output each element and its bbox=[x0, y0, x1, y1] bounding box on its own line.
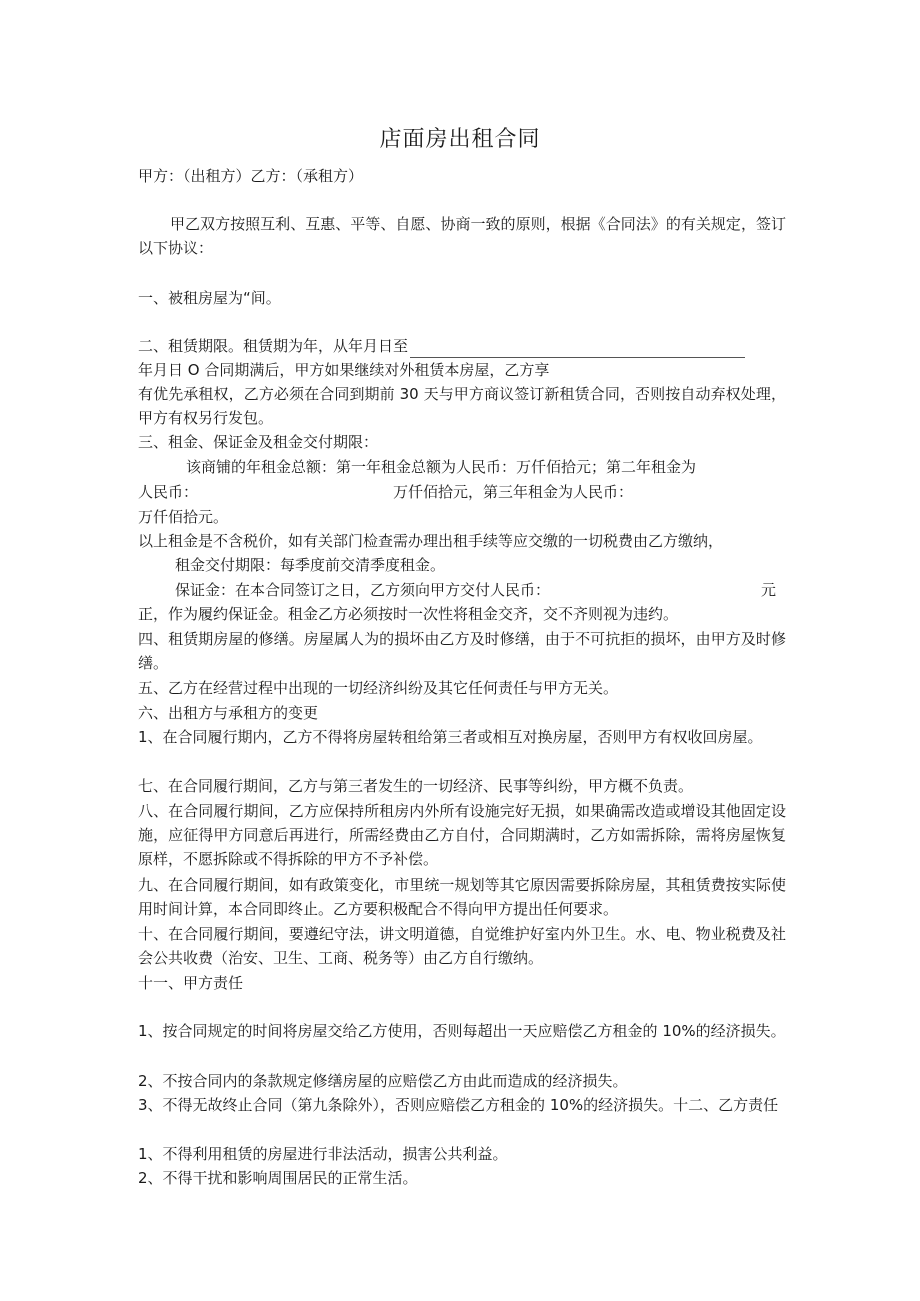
clause-3-tax: 以上租金是不含税价，如有关部门检查需办理出租手续等应交缴的一切税费由乙方缴纳， bbox=[138, 532, 724, 550]
clause-10: 十、在合同履行期间，要遵纪守法，讲文明道德，自觉维护好室内外卫生。水、电、物业税费及社会公共收费（治安、卫生、工商、税务等）由乙方自行缴纳。 bbox=[138, 925, 786, 967]
clause-3-rent-line-3: 万仟佰拾元。 bbox=[138, 508, 229, 526]
clause-3-rent-line-1: 该商铺的年租金总额：第一年租金总额为人民币：万仟佰拾元；第二年租金为 bbox=[186, 458, 697, 476]
clause-11-item-3: 3、不得无故终止合同（第九条除外），否则应赔偿乙方租金的 10%的经济损失。十二、乙方责任 bbox=[138, 1096, 779, 1114]
clause-6-heading: 六、出租方与承租方的变更 bbox=[138, 704, 319, 722]
clause-11-item-1: 1、按合同规定的时间将房屋交给乙方使用，否则每超出一天应赔偿乙方租金的 10%的经济损失。 bbox=[138, 1022, 786, 1040]
clause-8: 八、在合同履行期间，乙方应保持所租房内外所有设施完好无损，如果确需改造或增设其他固定设施，应征得甲方同意后再进行，所需经费由乙方自付，合同期满时，乙方如需拆除，需将房屋恢复原样，不愿拆除或不得拆除的甲方不予补偿。 bbox=[138, 802, 786, 868]
clause-3-deposit-line-2: 正，作为履约保证金。租金乙方必须按时一次性将租金交齐，交不齐则视为违约。 bbox=[138, 605, 679, 623]
clause-11-item-2: 2、不按合同内的条款规定修缮房屋的应赔偿乙方由此而造成的经济损失。 bbox=[138, 1072, 628, 1090]
clause-2-line-2: 年月日 O 合同期满后，甲方如果继续对外租赁本房屋，乙方享 bbox=[138, 361, 550, 379]
clause-3-rent-line-2a: 人民币： bbox=[138, 483, 199, 501]
clause-12-item-1: 1、不得利用租赁的房屋进行非法活动，损害公共利益。 bbox=[138, 1145, 508, 1163]
intro-paragraph: 甲乙双方按照互利、互惠、平等、自愿、协商一致的原则，根据《合同法》的有关规定，签订以下协议： bbox=[138, 215, 786, 257]
clause-11-heading: 十一、甲方责任 bbox=[138, 974, 244, 992]
clause-1: 一、被租房屋为“间。 bbox=[138, 289, 281, 307]
clause-9: 九、在合同履行期间，如有政策变化，市里统一规划等其它原因需要拆除房屋，其租赁费按实际使用时间计算，本合同即终止。乙方要积极配合不得向甲方提出任何要求。 bbox=[138, 876, 786, 918]
clause-3-heading: 三、租金、保证金及租金交付期限： bbox=[138, 433, 379, 451]
clause-3-deposit-unit: 元 bbox=[761, 581, 777, 599]
clause-3-payment-term: 租金交付期限：每季度前交清季度租金。 bbox=[175, 556, 446, 574]
clause-2-text: 二、租赁期限。租赁期为年，从年月日至 bbox=[138, 337, 409, 355]
parties-line: 甲方：（出租方）乙方：（承租方） bbox=[138, 167, 364, 185]
clause-5: 五、乙方在经营过程中出现的一切经济纠纷及其它任何责任与甲方无关。 bbox=[138, 679, 619, 697]
clause-6-item-1: 1、在合同履行期内，乙方不得将房屋转租给第三者或相互对换房屋，否则甲方有权收回房屋。 bbox=[138, 728, 763, 746]
contract-title: 店面房出租合同 bbox=[379, 127, 541, 152]
clause-3-rent-line-2b: 万仟佰拾元，第三年租金为人民币： bbox=[393, 483, 634, 501]
clause-4: 四、租赁期房屋的修缮。房屋属人为的损坏由乙方及时修缮，由于不可抗拒的损坏，由甲方及时修缮。 bbox=[138, 630, 786, 672]
blank-underline bbox=[410, 341, 745, 358]
clause-2-line-1 bbox=[138, 334, 745, 358]
clause-3-deposit-line-1: 保证金：在本合同签订之日，乙方须向甲方交付人民币： bbox=[175, 581, 551, 599]
clause-7: 七、在合同履行期间，乙方与第三者发生的一切经济、民事等纠纷，甲方概不负责。 bbox=[138, 777, 694, 795]
clause-2-continuation: 有优先承租权，乙方必须在合同到期前 30 天与甲方商议签订新租赁合同，否则按自动弃权处理，甲方有权另行发包。 bbox=[138, 385, 786, 427]
clause-12-item-2: 2、不得干扰和影响周围居民的正常生活。 bbox=[138, 1169, 418, 1187]
